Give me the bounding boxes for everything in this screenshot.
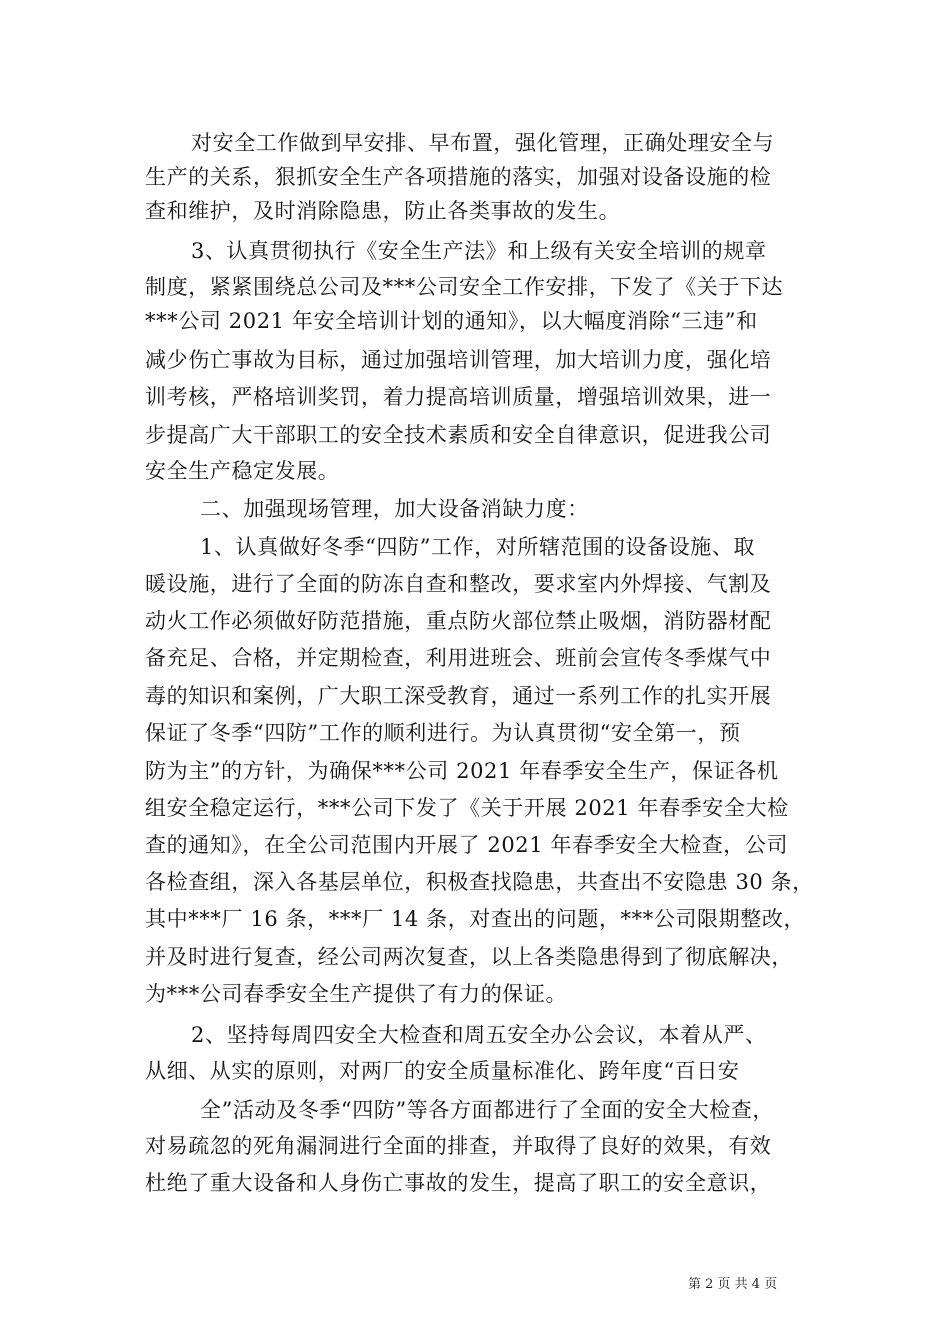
text-line: 2、坚持每周四安全大检查和周五安全办公会议，本着从严、 [191, 1023, 767, 1047]
text-line: 各检查组，深入各基层单位，积极查找隐患，共查出不安隐患 30 条， [145, 870, 814, 894]
text-line: 3、认真贯彻执行《安全生产法》和上级有关安全培训的规章 [191, 239, 767, 263]
text-line: 对安全工作做到早安排、早布置，强化管理，正确处理安全与 [191, 131, 775, 155]
text-line: 从细、从实的原则，对两厂的安全质量标准化、跨年度“百日安 [145, 1059, 740, 1083]
text-line: 1、认真做好冬季“四防”工作，对所辖范围的设备设施、取 [200, 535, 756, 559]
text-line: 组安全稳定运行，***公司下发了《关于开展 2021 年春季安全大检 [145, 796, 789, 820]
text-line: 制度，紧紧围绕总公司及***公司安全工作安排，下发了《关于下达 [145, 275, 784, 299]
page-number: 第 2 页 共 4 页 [688, 1277, 778, 1292]
text-line: 防为主”的方针，为确保***公司 2021 年春季安全生产，保证各机 [145, 759, 779, 783]
text-line: 保证了冬季“四防”工作的顺利进行。为认真贯彻“安全第一，预 [145, 721, 741, 745]
text-line: 减少伤亡事故为目标，通过加强培训管理，加大培训力度，强化培 [145, 348, 772, 372]
text-line: 训考核，严格培训奖罚，着力提高培训质量，增强培训效果，进一 [145, 385, 772, 409]
text-line: 查和维护，及时消除隐患，防止各类事故的发生。 [145, 199, 621, 223]
text-line: 安全生产稳定发展。 [145, 459, 340, 483]
text-line: 查的通知》，在全公司范围内开展了 2021 年春季安全大检查，公司 [145, 833, 789, 857]
text-line: 毒的知识和案例，广大职工深受教育，通过一系列工作的扎实开展 [145, 684, 772, 708]
text-line: 杜绝了重大设备和人身伤亡事故的发生，提高了职工的安全意识， [145, 1171, 772, 1195]
section-heading: 二、加强现场管理，加大设备消缺力度： [200, 497, 589, 521]
text-line: 生产的关系，狠抓安全生产各项措施的落实，加强对设备设施的检 [145, 165, 772, 189]
text-line: 并及时进行复查，经公司两次复查，以上各类隐患得到了彻底解决， [145, 945, 793, 969]
text-line: 备充足、合格，并定期检查，利用进班会、班前会宣传冬季煤气中 [145, 646, 772, 670]
text-line: 动火工作必须做好防范措施，重点防火部位禁止吸烟，消防器材配 [145, 609, 772, 633]
text-line: 步提高广大干部职工的安全技术素质和安全自律意识，促进我公司 [145, 423, 772, 447]
text-line: ***公司 2021 年安全培训计划的通知》，以大幅度消除“三违”和 [145, 309, 758, 333]
text-line: 暖设施，进行了全面的防冻自查和整改，要求室内外焊接、气割及 [145, 572, 772, 596]
text-line: 全”活动及冬季“四防”等各方面都进行了全面的安全大检查， [200, 1098, 775, 1122]
text-line: 对易疏忽的死角漏洞进行全面的排查，并取得了良好的效果，有效 [145, 1134, 772, 1158]
text-line: 为***公司春季安全生产提供了有力的保证。 [145, 982, 568, 1006]
text-line: 其中***厂 16 条，***厂 14 条，对查出的问题，***公司限期整改， [145, 907, 806, 931]
